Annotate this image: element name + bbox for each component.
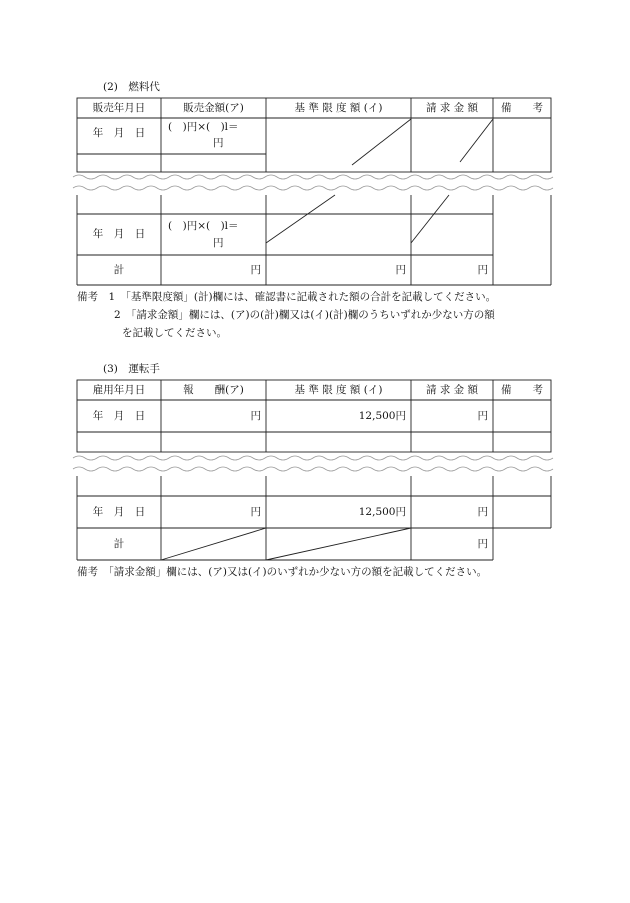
s3-row1-claim-yen: 円 xyxy=(477,410,488,422)
s2-note-2: 2 「請求金額」欄には、(ア)の(計)欄又は(イ)(計)欄のうちいずれか少ない方の額 xyxy=(114,309,495,321)
s2-header-claim: 請 求 金 額 xyxy=(425,102,478,114)
s2-header-sale-date: 販売年月日 xyxy=(92,102,146,114)
s3-header-remarks: 備 考 xyxy=(501,384,543,396)
s3-row-last-date: 年 月 日 xyxy=(92,506,146,518)
s3-header-claim: 請 求 金 額 xyxy=(425,384,478,396)
section2-heading: (2) 燃料代 xyxy=(103,81,160,93)
s2-header-sale-amount: 販売金額(ア) xyxy=(183,102,244,114)
s3-row-last-limit-amount: 12,500円 xyxy=(358,506,406,518)
s2-header-limit: 基 準 限 度 額 (イ) xyxy=(294,102,383,114)
s2-row-last-formula-yen: 円 xyxy=(213,237,224,249)
s3-header-remuneration: 報 酬(ア) xyxy=(183,384,244,396)
s2-note-2-cont: を記載してください。 xyxy=(122,327,227,339)
s2-total-claim-yen: 円 xyxy=(477,264,488,276)
s2-row1-formula-yen: 円 xyxy=(213,137,224,149)
s2-header-remarks: 備 考 xyxy=(501,102,543,114)
s2-row-last-formula: ( )円×( )l＝ xyxy=(168,220,239,232)
s2-total-label: 計 xyxy=(113,264,125,276)
s2-row-last-date: 年 月 日 xyxy=(92,228,146,240)
s3-row-last-remuneration-yen: 円 xyxy=(250,506,261,518)
s3-total-label: 計 xyxy=(113,538,125,550)
s3-note: 備考 「請求金額」欄には、(ア)又は(イ)のいずれか少ない方の額を記載してください。 xyxy=(77,566,488,578)
s2-total-limit-yen: 円 xyxy=(395,264,406,276)
section3-heading: (3) 運転手 xyxy=(103,363,160,375)
s2-total-sale-yen: 円 xyxy=(250,264,261,276)
s2-row1-date: 年 月 日 xyxy=(92,127,146,139)
s3-total-claim-yen: 円 xyxy=(477,538,488,550)
s3-row1-limit-amount: 12,500円 xyxy=(358,410,406,422)
s3-header-hire-date: 雇用年月日 xyxy=(92,384,146,396)
s3-row1-remuneration-yen: 円 xyxy=(250,410,261,422)
s3-row1-date: 年 月 日 xyxy=(92,410,146,422)
s3-header-limit: 基 準 限 度 額 (イ) xyxy=(294,384,383,396)
s2-note-1: 備考 1 「基準限度額」(計)欄には、確認書に記載された額の合計を記載してください。 xyxy=(77,291,497,303)
s3-row-last-claim-yen: 円 xyxy=(477,506,488,518)
s2-row1-formula: ( )円×( )l＝ xyxy=(168,121,239,133)
